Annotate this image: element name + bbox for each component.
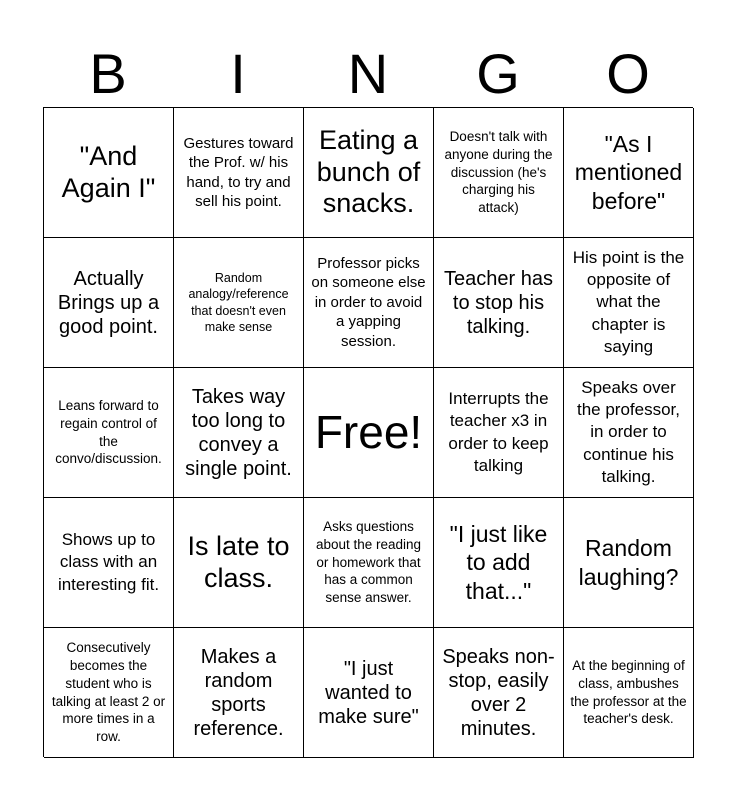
bingo-cell-r2-c1[interactable] <box>44 238 174 368</box>
bingo-cell-r4-c1[interactable] <box>44 498 174 628</box>
bingo-header <box>43 40 693 108</box>
header-letter-b: B <box>89 42 127 105</box>
cell-text: "I just like to add that..." <box>449 521 548 604</box>
cell-text: Gestures toward the Prof. w/ his hand, to try and sell his point. <box>183 134 294 210</box>
cell-text: Interrupts the teacher x3 in order to keep talking <box>448 389 549 475</box>
header-letter-i: I <box>230 42 246 105</box>
cell-text: Consecutively becomes the student who is talking at least 2 or more times in a row. <box>51 640 166 745</box>
bingo-cell-r2-c5[interactable] <box>564 238 694 368</box>
cell-text: Leans forward to regain control of the convo/discussion. <box>55 397 162 467</box>
free-space-text: Free! <box>314 406 423 459</box>
cell-text: Shows up to class with an interesting fit. <box>57 530 160 594</box>
header-letter-g: G <box>476 42 520 105</box>
header-letter-n: N <box>347 42 389 105</box>
header-letter-o: O <box>606 42 650 105</box>
cell-text: "I just wanted to make sure" <box>318 657 419 728</box>
bingo-cell-r5-c2[interactable] <box>174 628 304 758</box>
bingo-cell-r2-c3[interactable] <box>304 238 434 368</box>
bingo-cell-r3-c2[interactable] <box>174 368 304 498</box>
bingo-cell-r1-c2[interactable] <box>174 108 304 238</box>
bingo-cell-r1-c4[interactable] <box>434 108 564 238</box>
cell-text: Doesn't talk with anyone during the discussion (he's charging his attack) <box>444 128 553 216</box>
cell-text: At the beginning of class, ambushes the professor at the teacher's desk. <box>570 657 687 727</box>
bingo-cell-r5-c3[interactable] <box>304 628 434 758</box>
cell-text: Teacher has to stop his talking. <box>444 267 553 338</box>
bingo-cell-r3-c5[interactable] <box>564 368 694 498</box>
cell-text: Speaks over the professor, in order to continue his talking. <box>576 378 680 486</box>
bingo-cell-r2-c4[interactable] <box>434 238 564 368</box>
cell-text: His point is the opposite of what the chapter is saying <box>572 248 685 356</box>
cell-text: Eating a bunch of snacks. <box>316 124 421 219</box>
cell-text: "As I mentioned before" <box>574 131 683 214</box>
bingo-cell-r4-c2[interactable] <box>174 498 304 628</box>
cell-text: Speaks non-stop, easily over 2 minutes. <box>442 645 555 740</box>
cell-text: Random laughing? <box>578 535 679 590</box>
bingo-cell-r2-c2[interactable] <box>174 238 304 368</box>
cell-text: "And Again I" <box>61 140 156 203</box>
bingo-cell-r5-c4[interactable] <box>434 628 564 758</box>
bingo-cell-r4-c4[interactable] <box>434 498 564 628</box>
cell-text: Is late to class. <box>187 530 290 593</box>
bingo-cell-r5-c5[interactable] <box>564 628 694 758</box>
cell-text: Makes a random sports reference. <box>193 645 284 740</box>
bingo-grid <box>43 107 693 757</box>
cell-text: Random analogy/reference that doesn't even make sense <box>188 270 289 334</box>
bingo-cell-r3-c4[interactable] <box>434 368 564 498</box>
bingo-cell-free-space[interactable] <box>304 368 434 498</box>
bingo-cell-r1-c3[interactable] <box>304 108 434 238</box>
cell-text: Professor picks on someone else in order to avoid a yapping session. <box>311 254 426 350</box>
cell-text: Asks questions about the reading or homework that has a common sense answer. <box>315 518 422 606</box>
cell-text: Actually Brings up a good point. <box>57 267 160 338</box>
bingo-cell-r4-c5[interactable] <box>564 498 694 628</box>
bingo-cell-r1-c5[interactable] <box>564 108 694 238</box>
cell-text: Takes way too long to convey a single point. <box>185 385 292 480</box>
bingo-cell-r1-c1[interactable] <box>44 108 174 238</box>
bingo-cell-r5-c1[interactable] <box>44 628 174 758</box>
bingo-cell-r4-c3[interactable] <box>304 498 434 628</box>
bingo-cell-r3-c1[interactable] <box>44 368 174 498</box>
